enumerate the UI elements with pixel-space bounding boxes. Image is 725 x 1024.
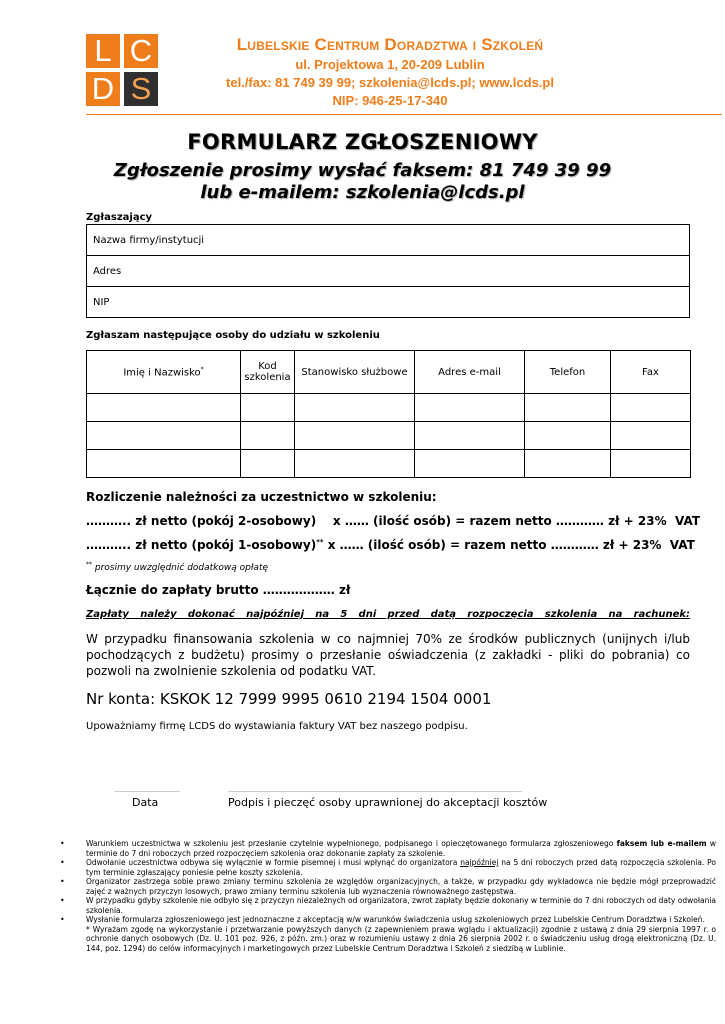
company-name-field[interactable]: Nazwa firmy/instytucji [87, 225, 690, 256]
list-item [60, 915, 716, 953]
surcharge-note [86, 561, 268, 573]
participant-position-cell[interactable] [295, 450, 415, 478]
list-item [60, 896, 716, 915]
table-row [87, 256, 690, 287]
public-funding-note: W przypadku finansowania szkolenia w co najmniej 70% ze środków publicznych (unijnych i/lub pochodzących z budżetu) prosimy o przesłanie oświadczenia (z zakładki - pliki do pobrania) co pozwoli na zwolnienie szkolenia od podatku VAT. [86, 632, 690, 678]
column-header-code-line1: Kod [258, 361, 277, 372]
table-header-row [87, 351, 691, 394]
bank-account-number: Nr konta: KSKOK 12 7999 9995 0610 2194 1504 0001 [86, 690, 492, 708]
address-field[interactable]: Adres [87, 256, 690, 287]
settlement-heading: Rozliczenie należności za uczestnictwo w szkoleniu: [86, 490, 437, 504]
organization-name: Lubelskie Centrum Doradztwa i Szkoleń [236, 35, 544, 54]
terms-list [60, 839, 716, 953]
term-text: W przypadku gdyby szkolenie nie odbyło się z przyczyn niezależnych od organizatora, zwrot zapłaty będzie dokonany w terminie do 7 dni roboczych od daty odwołania szkolenia. [86, 896, 716, 915]
participant-email-cell[interactable] [415, 422, 525, 450]
participant-code-cell[interactable] [241, 422, 295, 450]
submitter-section-label: Zgłaszający [86, 212, 153, 223]
single-room-text-a: ……….. zł netto (pokój 1-osobowy) [86, 538, 317, 552]
participant-name-cell[interactable] [87, 394, 241, 422]
bullet-icon: • [60, 858, 65, 867]
term-text: na 5 dni roboczych przed datą rozpoczęcia szkolenia. Po tym terminie zgłaszający poniesie pełne koszty szkolenia. [86, 858, 716, 877]
term-text: Wysłanie formularza zgłoszeniowego jest jednoznaczne z akceptacją w/w warunków świadczenia usług szkoleniowych przez Lubelskie Centrum Doradztwa i Szkoleń. [86, 915, 705, 924]
participant-code-cell[interactable] [241, 394, 295, 422]
payment-deadline-note: Zapłaty należy dokonać najpóźniej na 5 dni przed datą rozpoczęcia szkolenia na rachunek: [86, 609, 690, 620]
date-line[interactable]: …………………………… [114, 787, 180, 794]
term-text: w terminie do 7 dni roboczych przed rozpoczęciem szkolenia oraz dokonanie zapłaty za szkolenie. [86, 839, 716, 858]
logo-tile-l: L [86, 34, 120, 68]
participant-phone-cell[interactable] [525, 422, 611, 450]
term-emphasis: faksem lub e-mailem [616, 839, 707, 848]
participant-code-cell[interactable] [241, 450, 295, 478]
email-instruction: lub e-mailem: szkolenia@lcds.pl [200, 182, 525, 203]
column-header-position: Stanowisko służbowe [295, 351, 415, 394]
column-header-code [241, 351, 295, 394]
submitter-table [86, 224, 690, 318]
column-header-fax: Fax [611, 351, 691, 394]
participants-section-label: Zgłaszam następujące osoby do udziału w szkoleniu [86, 330, 380, 341]
surcharge-note-text: prosimy uwzględnić dodatkową opłatę [92, 563, 269, 573]
form-title: FORMULARZ ZGŁOSZENIOWY [187, 130, 538, 154]
fax-instruction: Zgłoszenie prosimy wysłać faksem: 81 749 39 99 [113, 160, 612, 181]
lcds-logo [86, 34, 158, 106]
participant-email-cell[interactable] [415, 450, 525, 478]
list-item [60, 839, 716, 858]
table-row [87, 394, 691, 422]
logo-tile-d: D [86, 72, 120, 106]
header-divider [86, 114, 722, 115]
table-row [87, 422, 691, 450]
participant-name-cell[interactable] [87, 422, 241, 450]
data-consent-text: * Wyrażam zgodę na wykorzystanie i przetwarzanie powyższych danych (z zapewnieniem prawa wglądu i aktualizacji) zgodnie z ustawą z dnia 29 sierpnia 1997 r. o ochronie danych osobowych (Dz. U. 101 poz. 926, z późn. zm.) oraz w rozumieniu ustawy z dnia 26 sierpnia 2002 r. o świadczeniu usług drogą elektroniczną (Dz. U. 144, poz. 1294) do celów informacyjnych i marketingowych przez Lubelskie Centrum Doradztwa i Szkoleń z siedzibą w Lublinie. [86, 924, 716, 953]
column-header-name [87, 351, 241, 394]
single-room-footnote-mark: ** [316, 538, 324, 546]
column-header-phone: Telefon [525, 351, 611, 394]
organization-address: ul. Projektowa 1, 20-209 Lublin [295, 57, 485, 72]
table-row [87, 450, 691, 478]
bullet-icon: • [60, 839, 65, 848]
organization-contact: tel./fax: 81 749 39 99; szkolenia@lcds.pl; www.lcds.pl [226, 75, 554, 90]
column-header-name-text: Imię i Nazwisko [123, 367, 201, 379]
list-item [60, 877, 716, 896]
table-row [87, 225, 690, 256]
participant-position-cell[interactable] [295, 394, 415, 422]
participant-email-cell[interactable] [415, 394, 525, 422]
column-header-code-line2: szkolenia [244, 372, 291, 383]
participant-fax-cell[interactable] [611, 450, 691, 478]
nip-field[interactable]: NIP [87, 287, 690, 318]
term-emphasis: najpóźniej [460, 858, 499, 867]
table-row [87, 287, 690, 318]
participant-phone-cell[interactable] [525, 450, 611, 478]
list-item [60, 858, 716, 877]
logo-tile-s: S [124, 72, 158, 106]
participant-fax-cell[interactable] [611, 394, 691, 422]
signature-line[interactable]: ………………………………………………………………………………………………………………………………… [228, 787, 522, 794]
gross-total[interactable]: Łącznie do zapłaty brutto ……………… zł [86, 583, 351, 597]
bullet-icon: • [60, 877, 65, 886]
surcharge-note-mark: ** [86, 561, 92, 568]
name-footnote-mark: * [200, 365, 204, 373]
invoice-authorization: Upoważniamy firmę LCDS do wystawiania faktury VAT bez naszego podpisu. [86, 721, 468, 732]
logo-tile-c: C [124, 34, 158, 68]
single-room-calculation[interactable] [86, 538, 695, 552]
participant-position-cell[interactable] [295, 422, 415, 450]
term-text: Organizator zastrzega sobie prawo zmiany terminu szkolenia ze względów organizacyjnych, a także, w przypadku gdy wykładowca nie będzie mógł przeprowadzić zajęć z ważnych przyczyn losowych, prawo zmiany terminu szkolenia lub wyznaczenia równoważnego zastępstwa. [86, 877, 716, 896]
participant-fax-cell[interactable] [611, 422, 691, 450]
participants-table [86, 350, 691, 478]
signature-label: Podpis i pieczęć osoby uprawnionej do akceptacji kosztów [228, 796, 548, 809]
bullet-icon: • [60, 896, 65, 905]
term-text: Warunkiem uczestnictwa w szkoleniu jest przesłanie czytelnie wypełnionego, podpisanego i opieczętowanego formularza zgłoszeniowego [86, 839, 617, 848]
term-text: Odwołanie uczestnictwa odbywa się wyłącznie w formie pisemnej i musi wpłynąć do organizatora [86, 858, 461, 867]
date-label: Data [132, 796, 159, 809]
column-header-email: Adres e-mail [415, 351, 525, 394]
bullet-icon: • [60, 915, 65, 924]
participant-phone-cell[interactable] [525, 394, 611, 422]
single-room-text-b: x …… (ilość osób) = razem netto ………… zł + 23% VAT [323, 538, 695, 552]
letterhead [190, 34, 590, 110]
organization-nip: NIP: 946-25-17-340 [332, 93, 448, 108]
participant-name-cell[interactable] [87, 450, 241, 478]
double-room-calculation[interactable]: ……….. zł netto (pokój 2-osobowy) x …… (ilość osób) = razem netto ………… zł + 23% VAT [86, 514, 701, 528]
